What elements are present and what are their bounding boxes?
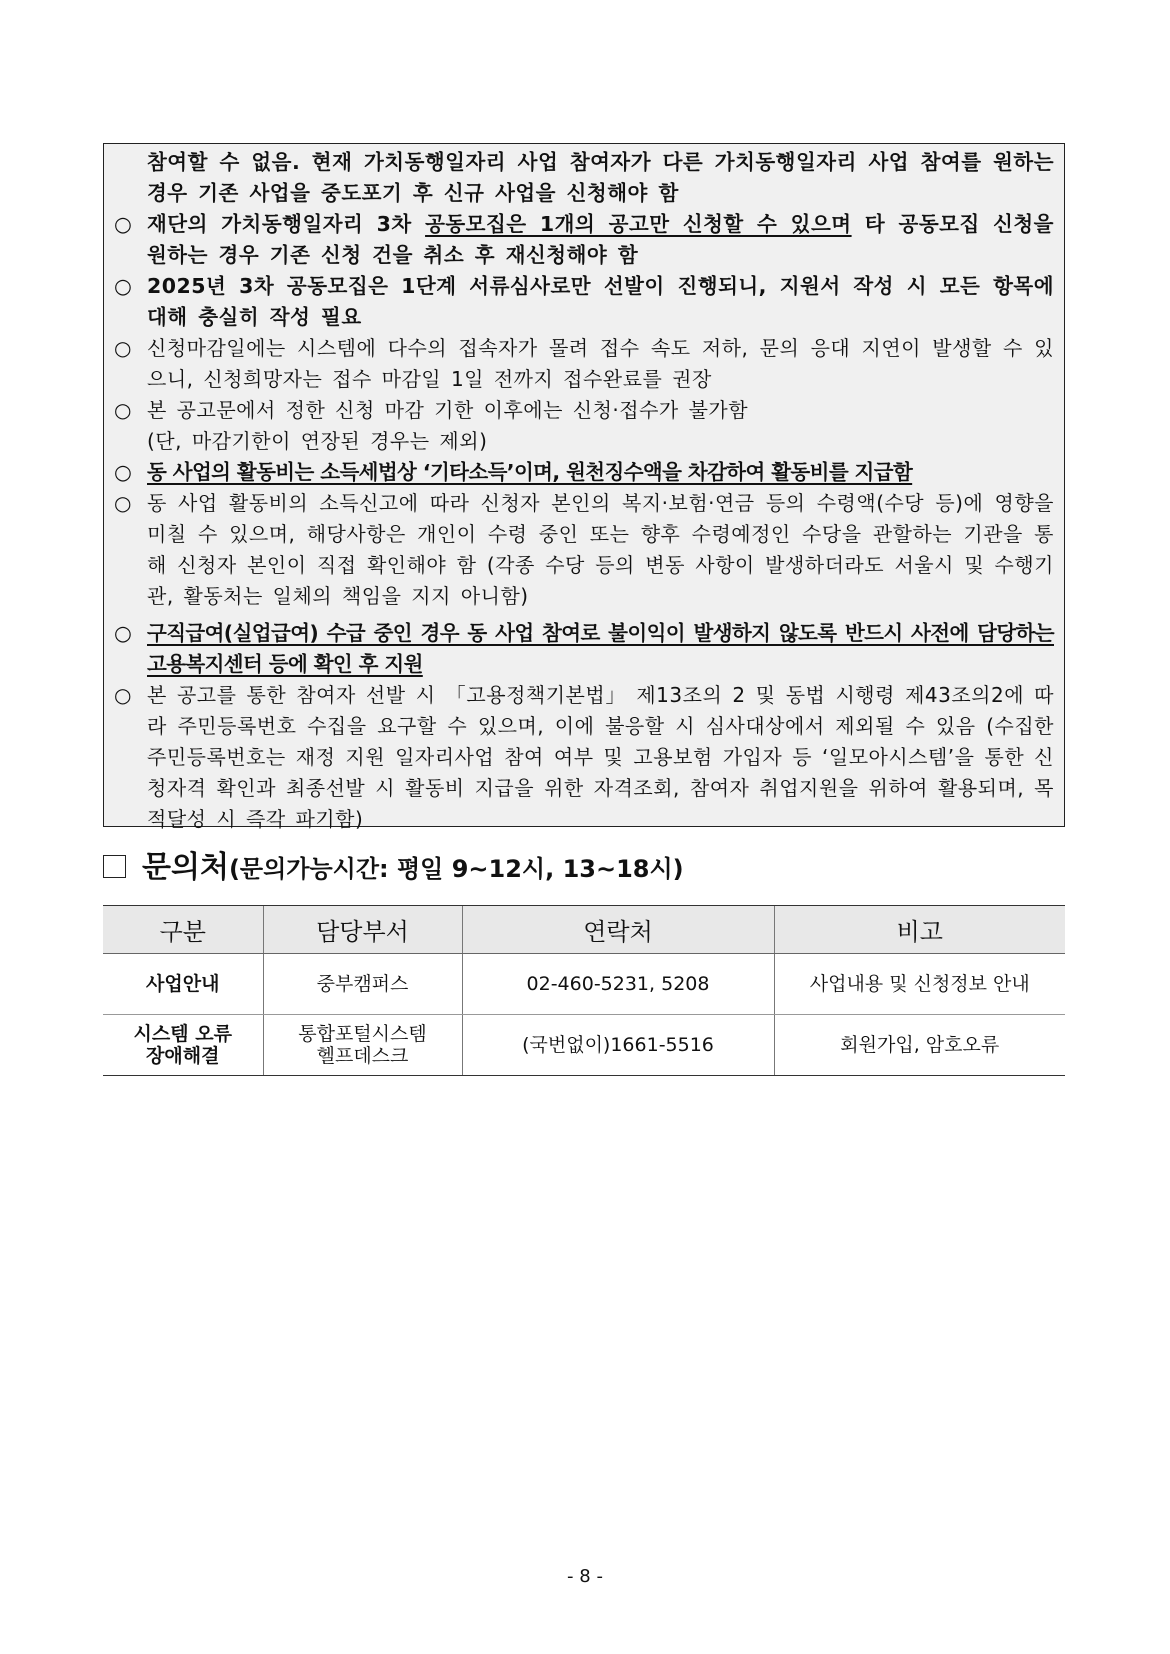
table-header-row <box>103 906 1065 954</box>
notice-item-3: ○ 2025년 3차 공동모집은 1단계 서류심사로만 선발이 진행되니, 지원서 작성 시 모든 항목에 대해 충실히 작성 필요 <box>114 271 1054 333</box>
row-note: 사업내용 및 신청정보 안내 <box>774 954 1065 1015</box>
row-department: 중부캠퍼스 <box>263 954 462 1015</box>
notice-item-7: ○ 동 사업 활동비의 소득신고에 따라 신청자 본인의 복지·보험·연금 등의 수령액(수당 등)에 영향을 미칠 수 있으며, 해당사항은 개인이 수령 중인 또는 향후 수령예정인 수당을 관할하는 기관을 통해 신청자 본인이 직접 확인해야 함 (각종 수당 등의 변동 사항이 발생하더라도 서울시 및 수행기관, 활동처는 일체의 책임을 지지 아니함) <box>114 488 1054 612</box>
bullet-circle-icon: ○ <box>114 212 133 236</box>
notice-box <box>103 143 1065 831</box>
bullet-circle-icon: ○ <box>114 336 132 360</box>
notice-item-8 <box>114 618 1054 680</box>
header-note: 비고 <box>774 906 1065 954</box>
table-row <box>103 1015 1065 1076</box>
row-category: 사업안내 <box>103 954 263 1015</box>
header-category: 구분 <box>103 906 263 954</box>
notice-item-4: ○ 신청마감일에는 시스템에 다수의 접속자가 몰려 접수 속도 저하, 문의 응대 지연이 발생할 수 있으니, 신청희망자는 접수 마감일 1일 전까지 접수완료를 권장 <box>114 333 1054 395</box>
bullet-circle-icon: ○ <box>114 460 132 484</box>
underlined-text: 구직급여(실업급여) 수급 중인 경우 동 사업 참여로 불이익이 발생하지 않도록 반드시 사전에 담당하는 고용복지센터 등에 확인 후 지원 <box>147 621 1054 676</box>
contact-section-title: 문의처(문의가능시간: 평일 9~12시, 13~18시) <box>103 848 684 889</box>
bullet-circle-icon: ○ <box>114 398 132 422</box>
page-number: - 8 - <box>567 1566 603 1587</box>
bullet-circle-icon: ○ <box>114 621 132 645</box>
underlined-text: 동 사업의 활동비는 소득세법상 ‘기타소득’이며, 원천징수액을 차감하여 활동비를 지급함 <box>147 460 913 484</box>
notice-item-2: ○ 재단의 가치동행일자리 3차 공동모집은 1개의 공고만 신청할 수 있으며 타 공동모집 신청을 원하는 경우 기존 신청 건을 취소 후 재신청해야 함 <box>114 209 1054 271</box>
header-department: 담당부서 <box>263 906 462 954</box>
notice-item-1: 참여할 수 없음. 현재 가치동행일자리 사업 참여자가 다른 가치동행일자리 사업 참여를 원하는 경우 기존 사업을 중도포기 후 신규 사업을 신청해야 함 <box>147 150 1054 205</box>
notice-item-9: ○ 본 공고를 통한 참여자 선발 시 「고용정책기본법」 제13조의 2 및 동법 시행령 제43조의2에 따라 주민등록번호 수집을 요구할 수 있으며, 이에 불응할 시 심사대상에서 제외될 수 있음 (수집한 주민등록번호는 재정 지원 일자리사업 참여 여부 및 고용보험 가입자 등 ‘일모아시스템’을 통한 신청자격 확인과 최종선발 시 활동비 지급을 위한 자격조회, 참여자 취업지원을 위하여 활용되며, 목적달성 시 즉각 파기함) <box>114 680 1054 835</box>
underlined-text: 공동모집은 1개의 공고만 신청할 수 있으며 <box>425 212 852 236</box>
bullet-circle-icon: ○ <box>114 683 132 707</box>
notice-item-5: ○ 본 공고문에서 정한 신청 마감 기한 이후에는 신청·접수가 불가함 (단, 마감기한이 연장된 경우는 제외) <box>114 395 1054 457</box>
row-category: 시스템 오류 장애해결 <box>103 1015 263 1076</box>
row-note: 회원가입, 암호오류 <box>774 1015 1065 1076</box>
checkbox-square-icon <box>103 855 126 878</box>
notice-item-6 <box>114 457 1054 488</box>
table-row <box>103 954 1065 1015</box>
bullet-circle-icon: ○ <box>114 491 132 515</box>
bullet-circle-icon: ○ <box>114 274 133 298</box>
contact-table <box>103 905 1065 1076</box>
contact-hours: (문의가능시간: 평일 9~12시, 13~18시) <box>228 855 684 883</box>
row-contact: (국번없이)1661-5516 <box>462 1015 774 1076</box>
row-contact: 02-460-5231, 5208 <box>462 954 774 1015</box>
row-department: 통합포털시스템 헬프데스크 <box>263 1015 462 1076</box>
header-contact: 연락처 <box>462 906 774 954</box>
